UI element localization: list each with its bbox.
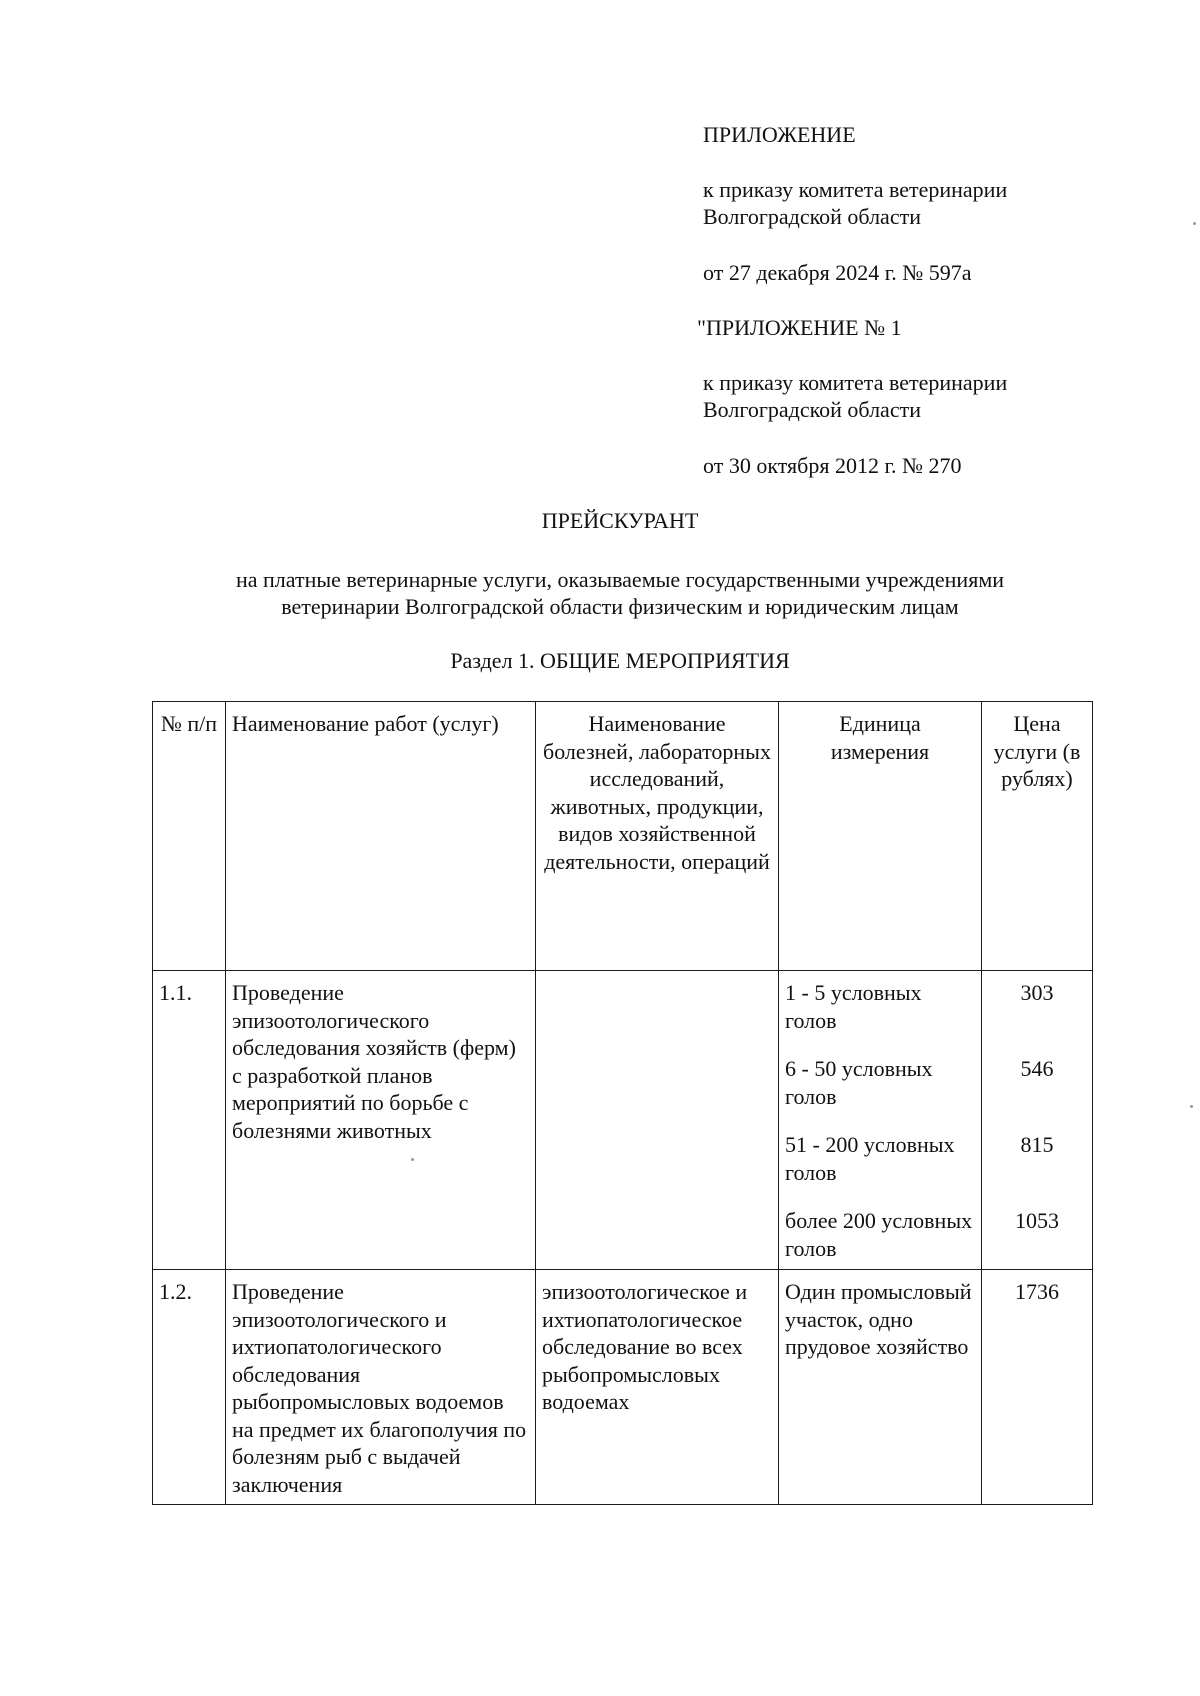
unit-item: более 200 условных голов: [785, 1208, 973, 1261]
col-header-number: № п/п: [153, 702, 226, 971]
price-value: 303: [1020, 980, 1054, 1005]
col-header-disease: Наименование болезней, лабораторных исследований, животных, продукции, видов хозяйственной деятельности, операций: [536, 702, 779, 971]
price-list-title: ПРЕЙСКУРАНТ: [541, 508, 699, 533]
price-value: 815: [1020, 1132, 1054, 1157]
col-header-unit: Единица измерения: [779, 702, 982, 971]
order-ref-line-4: Волгоградской области: [703, 397, 921, 422]
table-header-row: [153, 702, 1093, 971]
unit-item: 1 - 5 условных голов: [785, 980, 922, 1033]
order-date-1: от 27 декабря 2024 г. № 597а: [703, 260, 972, 285]
row-number: 1.1.: [153, 971, 226, 1270]
col-header-price: Цена услуги (в рублях): [982, 702, 1093, 971]
appendix-title: ПРИЛОЖЕНИЕ: [703, 122, 856, 147]
order-date-2: от 30 октября 2012 г. № 270: [703, 453, 962, 478]
unit-item: 6 - 50 условных голов: [785, 1056, 933, 1109]
col-header-service-name: Наименование работ (услуг): [226, 702, 536, 971]
price-value: 546: [1020, 1056, 1054, 1081]
price-value: 1736: [982, 1270, 1093, 1505]
subtitle-line-1: на платные ветеринарные услуги, оказываемые государственными учреждениями: [235, 567, 1005, 592]
unit-cell: [779, 971, 982, 1270]
disease-name: [536, 971, 779, 1270]
scan-speck: [1190, 1105, 1193, 1108]
scan-speck: [411, 1158, 414, 1161]
section-heading: Раздел 1. ОБЩИЕ МЕРОПРИЯТИЯ: [450, 648, 790, 673]
unit-cell: Один промысловый участок, одно прудовое хозяйство: [779, 1270, 982, 1505]
disease-name: эпизоотологическое и ихтиопатологическое обследование во всех рыбопромысловых водоемах: [536, 1270, 779, 1505]
service-name: Проведение эпизоотологического и ихтиопатологического обследования рыбопромысловых водоемов на предмет их благополучия по болезням рыб с выдачей заключения: [226, 1270, 536, 1505]
unit-item: 51 - 200 условных голов: [785, 1132, 955, 1185]
table-row: [153, 1270, 1093, 1505]
order-ref-line-3: к приказу комитета ветеринарии: [703, 370, 1008, 395]
subtitle-line-2: ветеринарии Волгоградской области физическим и юридическим лицам: [281, 594, 959, 619]
table-row: [153, 971, 1093, 1270]
order-ref-line-1: к приказу комитета ветеринарии: [703, 177, 1008, 202]
price-value: 1053: [1015, 1208, 1059, 1233]
price-table: [152, 701, 1093, 1505]
row-number: 1.2.: [153, 1270, 226, 1505]
appendix-1-title: "ПРИЛОЖЕНИЕ № 1: [697, 315, 902, 340]
price-cell: [982, 971, 1093, 1270]
service-name: Проведение эпизоотологического обследования хозяйств (ферм) с разработкой планов мероприятий по борьбе с болезнями животных: [226, 971, 536, 1270]
scan-speck: [1193, 222, 1196, 225]
order-ref-line-2: Волгоградской области: [703, 204, 921, 229]
